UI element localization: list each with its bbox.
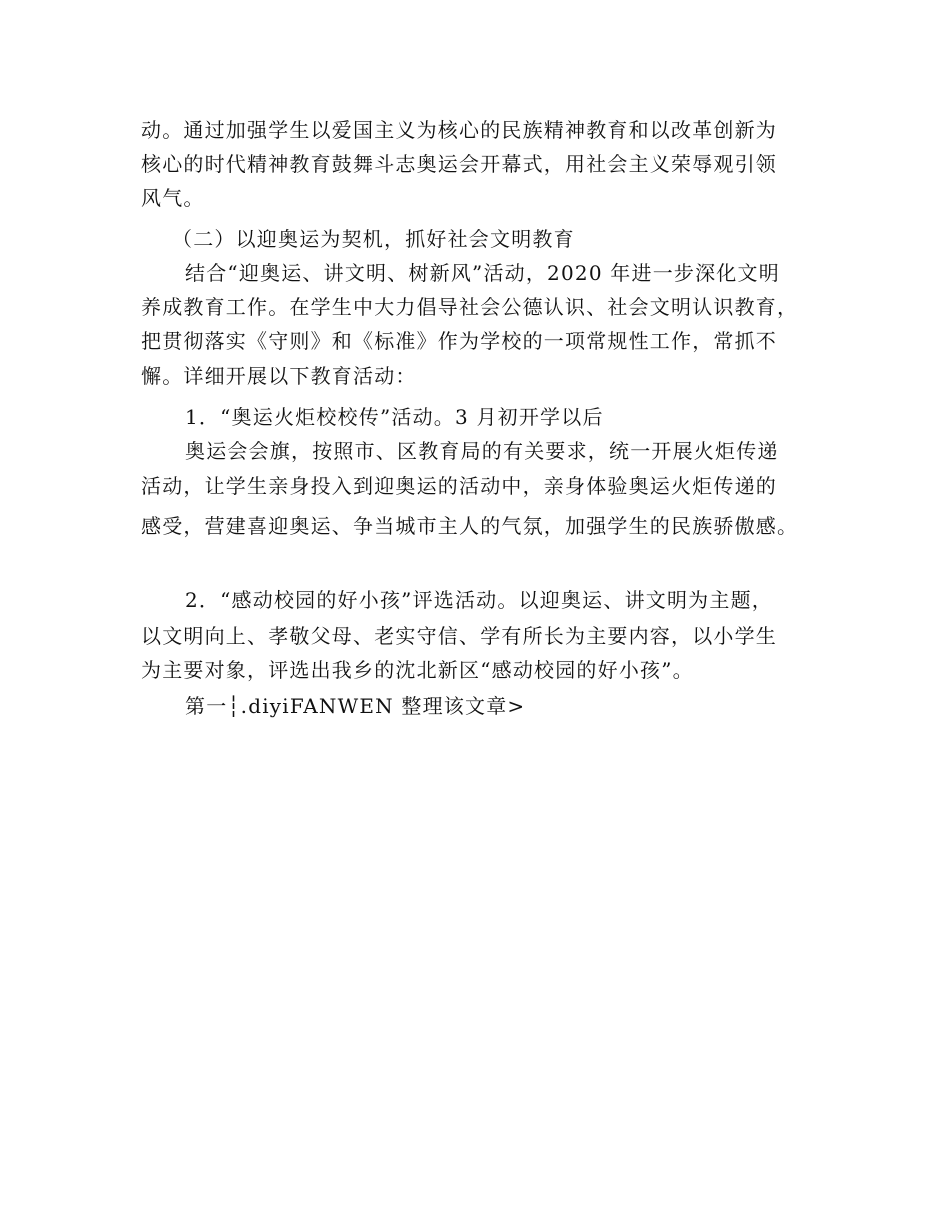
paragraph-line-6: 把贯彻落实《守则》和《标准》作为学校的一项常规性工作，常抓不 — [141, 329, 777, 353]
paragraph-line-12: 为主要对象，评选出我乡的沈北新区“感动校园的好小孩”。 — [141, 658, 694, 682]
paragraph-line-5: 养成教育工作。在学生中大力倡导社会公德认识、社会文明认识教育， — [141, 295, 799, 319]
section-heading: （二）以迎奥运为契机，抓好社会文明教育 — [172, 227, 575, 251]
source-footer-line: 第一┆.diyiFANWEN 整理该文章> — [185, 694, 526, 718]
paragraph-line-2: 核心的时代精神教育鼓舞斗志奥运会开幕式，用社会主义荣辱观引领 — [141, 152, 777, 176]
paragraph-line-1: 动。通过加强学生以爱国主义为核心的民族精神教育和以改革创新为 — [141, 118, 777, 142]
list-item-1-title: 1．“奥运火炬校校传”活动。3 月初开学以后 — [185, 405, 604, 429]
paragraph-line-7: 懈。详细开展以下教育活动： — [141, 364, 417, 388]
paragraph-line-11: 以文明向上、孝敬父母、老实守信、学有所长为主要内容，以小学生 — [141, 624, 777, 648]
paragraph-line-4: 结合“迎奥运、讲文明、树新风”活动，2020 年进一步深化文明 — [185, 261, 780, 285]
paragraph-line-9: 活动，让学生亲身投入到迎奥运的活动中，亲身体验奥运火炬传递的 — [141, 474, 777, 498]
paragraph-line-8: 奥运会会旗，按照市、区教育局的有关要求，统一开展火炬传递 — [185, 439, 779, 463]
list-item-2-title: 2．“感动校园的好小孩”评选活动。以迎奥运、讲文明为主题， — [185, 588, 773, 612]
paragraph-line-3: 风气。 — [141, 186, 205, 210]
paragraph-line-10: 感受，营建喜迎奥运、争当城市主人的气氛，加强学生的民族骄傲感。 — [141, 514, 799, 538]
